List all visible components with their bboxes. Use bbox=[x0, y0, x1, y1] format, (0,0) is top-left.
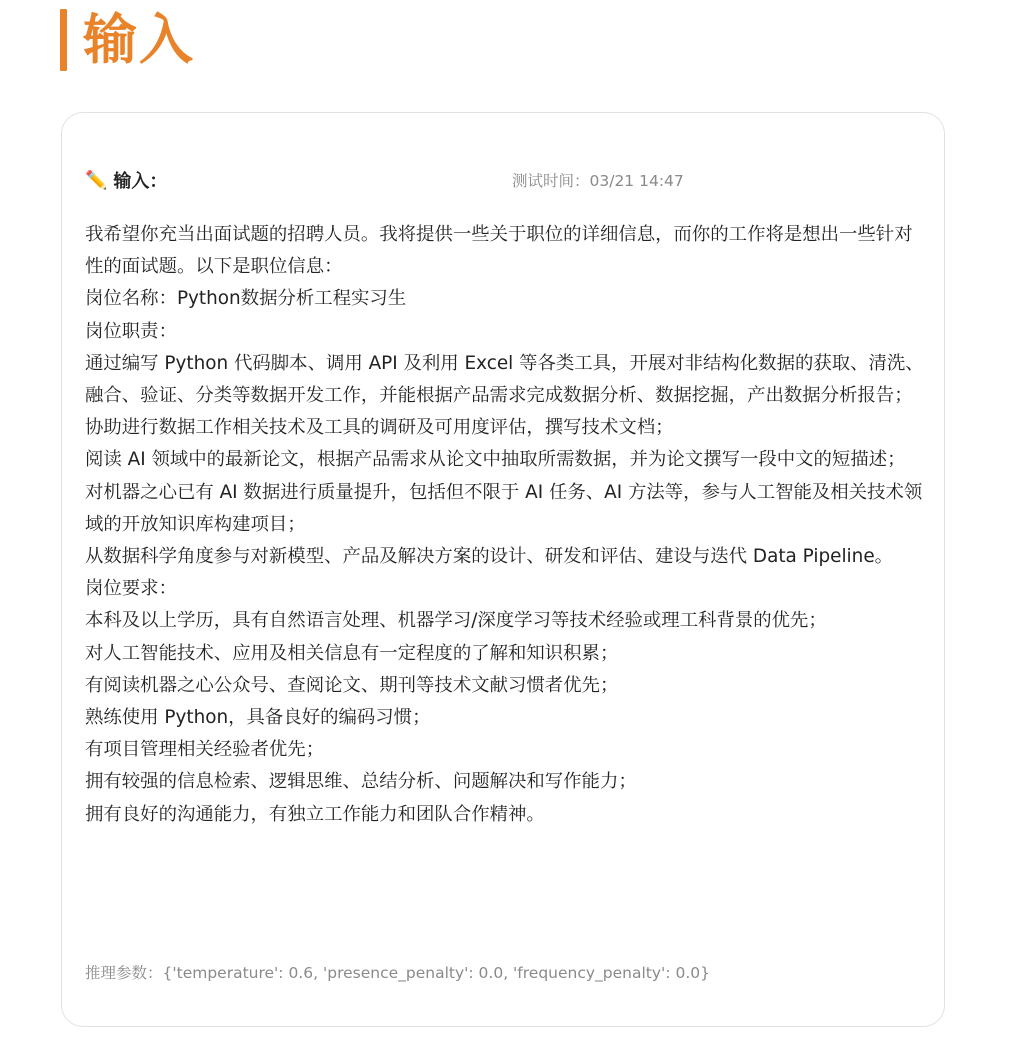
content-line: 从数据科学角度参与对新模型、产品及解决方案的设计、研发和评估、建设与迭代 Data Pipeline。 bbox=[85, 546, 894, 568]
content-line: 拥有良好的沟通能力，有独立工作能力和团队合作精神。 bbox=[85, 803, 545, 825]
input-card bbox=[61, 112, 945, 1027]
content-line: 对人工智能技术、应用及相关信息有一定程度的了解和知识积累； bbox=[85, 642, 619, 664]
input-label-text: 输入： bbox=[113, 171, 168, 192]
test-time: 测试时间：03/21 14:47 bbox=[512, 172, 684, 190]
content-line: 对机器之心已有 AI 数据进行质量提升，包括但不限于 AI 任务、AI 方法等，参与人工智能及相关技术领域的开放知识库构建项目； bbox=[85, 481, 923, 535]
card-header bbox=[85, 167, 921, 197]
input-label bbox=[85, 167, 167, 193]
prompt-content bbox=[85, 219, 930, 831]
content-line: 岗位职责： bbox=[85, 320, 177, 342]
content-line: 阅读 AI 领域中的最新论文，根据产品需求从论文中抽取所需数据，并为论文撰写一段中文的短描述； bbox=[85, 449, 906, 471]
content-line: 熟练使用 Python，具备良好的编码习惯； bbox=[85, 707, 431, 729]
content-line: 岗位要求： bbox=[85, 578, 177, 600]
inference-params: 推理参数：{'temperature': 0.6, 'presence_penalty': 0.0, 'frequency_penalty': 0.0} bbox=[85, 964, 710, 982]
section-title: 输入 bbox=[83, 8, 195, 71]
content-line: 协助进行数据工作相关技术及工具的调研及可用度评估，撰写技术文档； bbox=[85, 417, 674, 439]
content-line: 本科及以上学历，具有自然语言处理、机器学习/深度学习等技术经验或理工科背景的优先； bbox=[85, 610, 827, 632]
content-line: 我希望你充当出面试题的招聘人员。我将提供一些关于职位的详细信息，而你的工作将是想出一些针对性的面试题。以下是职位信息： bbox=[85, 224, 913, 278]
accent-bar bbox=[60, 9, 67, 71]
content-line: 岗位名称：Python数据分析工程实习生 bbox=[85, 288, 407, 310]
section-header bbox=[60, 8, 195, 72]
content-line: 有项目管理相关经验者优先； bbox=[85, 739, 325, 761]
content-line: 有阅读机器之心公众号、查阅论文、期刊等技术文献习惯者优先； bbox=[85, 674, 619, 696]
pencil-icon: ✏️ bbox=[85, 169, 108, 191]
content-line: 通过编写 Python 代码脚本、调用 API 及利用 Excel 等各类工具，开展对非结构化数据的获取、清洗、融合、验证、分类等数据开发工作，并能根据产品需求完成数据分析、数据挖掘，产出数据分析报告； bbox=[85, 352, 924, 407]
content-line: 拥有较强的信息检索、逻辑思维、总结分析、问题解决和写作能力； bbox=[85, 771, 637, 793]
